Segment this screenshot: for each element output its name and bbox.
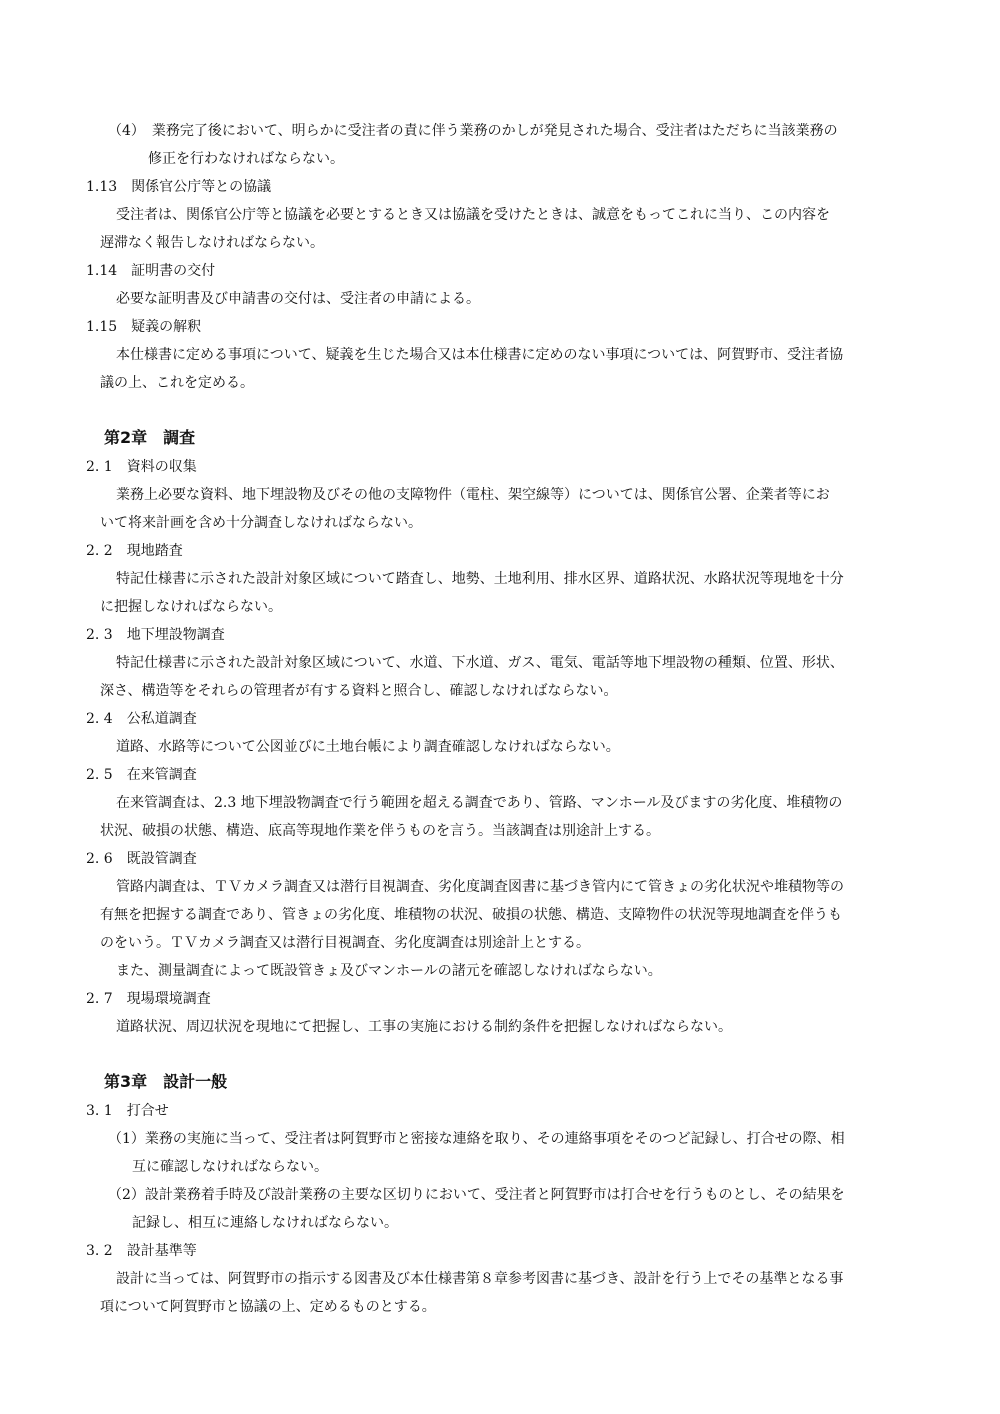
text-line: 特記仕様書に示された設計対象区域について踏査し、地勢、土地利用、排水区界、道路状況、水路状況等現地を十分 [116, 571, 844, 587]
text-line: 受注者は、関係官公庁等と協議を必要とするとき又は協議を受けたときは、誠意をもってこれに当り、この内容を [116, 207, 830, 223]
text-line: 特記仕様書に示された設計対象区域について、水道、下水道、ガス、電気、電話等地下埋設物の種類、位置、形状、 [116, 655, 844, 671]
section-heading: 2. 6 既設管調査 [86, 851, 197, 867]
section-heading: 2. 1 資料の収集 [86, 459, 197, 475]
text-line: 管路内調査は、ＴＶカメラ調査又は潜行目視調査、劣化度調査図書に基づき管内にて管きょの劣化状況や堆積物等の [116, 879, 844, 895]
text-line: 道路状況、周辺状況を現地にて把握し、工事の実施における制約条件を把握しなければならない。 [116, 1019, 732, 1035]
text-line: いて将来計画を含め十分調査しなければならない。 [100, 515, 422, 531]
text-line: 有無を把握する調査であり、管きょの劣化度、堆積物の状況、破損の状態、構造、支障物件の状況等現地調査を伴うも [100, 907, 842, 923]
section-heading: 2. 5 在来管調査 [86, 767, 197, 783]
text-line: 業務上必要な資料、地下埋設物及びその他の支障物件（電柱、架空線等）については、関係官公署、企業者等にお [116, 487, 830, 503]
text-line: のをいう。ＴＶカメラ調査又は潜行目視調査、劣化度調査は別途計上とする。 [100, 935, 590, 951]
section-heading: 1.14 証明書の交付 [86, 263, 216, 279]
section-heading: 2. 3 地下埋設物調査 [86, 627, 225, 643]
section-heading: 2. 7 現場環境調査 [86, 991, 211, 1007]
text-line: 修正を行わなければならない。 [148, 151, 344, 167]
text-line: 在来管調査は、2.3 地下埋設物調査で行う範囲を超える調査であり、管路、マンホール及びますの劣化度、堆積物の [116, 795, 843, 811]
text-line: 道路、水路等について公図並びに土地台帳により調査確認しなければならない。 [116, 739, 620, 755]
text-line: 議の上、これを定める。 [100, 375, 254, 391]
text-line: （1）業務の実施に当って、受注者は阿賀野市と密接な連絡を取り、その連絡事項をそのつど記録し、打合せの際、相 [108, 1131, 845, 1147]
text-line: 記録し、相互に連絡しなければならない。 [132, 1215, 398, 1231]
section-heading: 2. 2 現地踏査 [86, 543, 183, 559]
text-line: 遅滞なく報告しなければならない。 [100, 235, 324, 251]
text-line: （4） 業務完了後において、明らかに受注者の責に伴う業務のかしが発見された場合、受注者はただちに当該業務の [108, 123, 838, 139]
section-heading: 2. 4 公私道調査 [86, 711, 197, 727]
text-line: （2）設計業務着手時及び設計業務の主要な区切りにおいて、受注者と阿賀野市は打合せを行うものとし、その結果を [108, 1187, 845, 1203]
text-line: 本仕様書に定める事項について、疑義を生じた場合又は本仕様書に定めのない事項については、阿賀野市、受注者協 [116, 347, 844, 363]
text-line: 項について阿賀野市と協議の上、定めるものとする。 [100, 1299, 436, 1315]
section-heading: 1.13 関係官公庁等との協議 [86, 179, 272, 195]
text-line: また、測量調査によって既設管きょ及びマンホールの諸元を確認しなければならない。 [116, 963, 662, 979]
text-line: 状況、破損の状態、構造、底高等現地作業を伴うものを言う。当該調査は別途計上する。 [100, 823, 660, 839]
chapter-heading: 第2章 調査 [104, 428, 196, 447]
chapter-heading: 第3章 設計一般 [104, 1072, 228, 1091]
text-line: 設計に当っては、阿賀野市の指示する図書及び本仕様書第８章参考図書に基づき、設計を行う上でその基準となる事 [116, 1271, 844, 1287]
text-line: 互に確認しなければならない。 [132, 1159, 328, 1175]
section-heading: 3. 1 打合せ [86, 1103, 169, 1119]
section-heading: 1.15 疑義の解釈 [86, 319, 202, 335]
text-line: 必要な証明書及び申請書の交付は、受注者の申請による。 [116, 291, 480, 307]
text-line: に把握しなければならない。 [100, 599, 282, 615]
text-line: 深さ、構造等をそれらの管理者が有する資料と照合し、確認しなければならない。 [100, 683, 618, 699]
section-heading: 3. 2 設計基準等 [86, 1243, 197, 1259]
